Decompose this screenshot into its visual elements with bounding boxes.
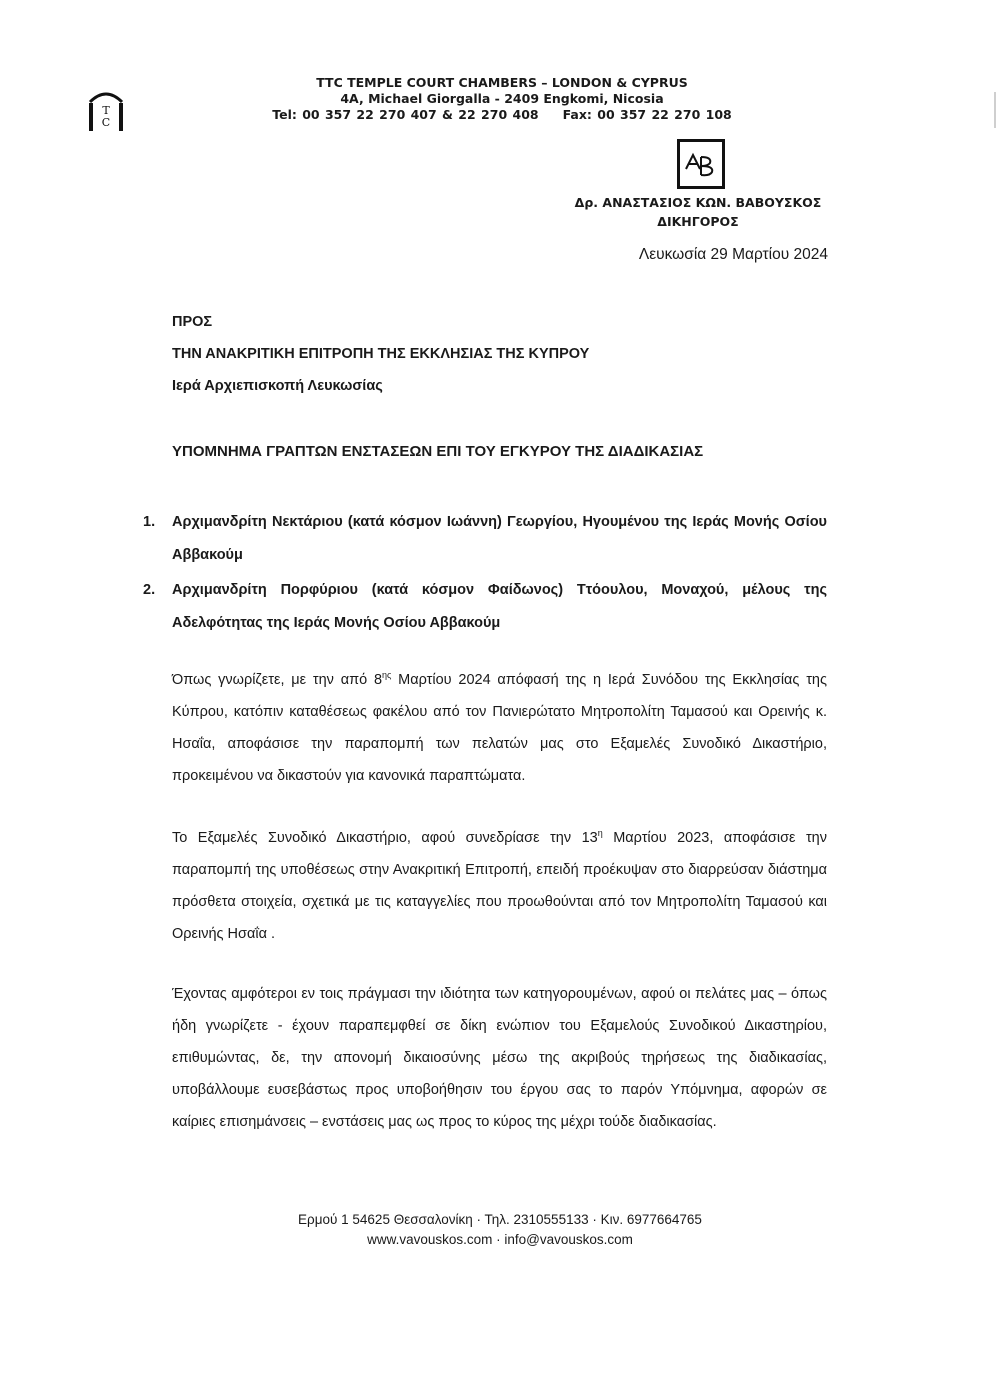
list-item-text: Αρχιμανδρίτη Νεκτάριου (κατά κόσμον Ιωάννη) Γεωργίου, Ηγουμένου της Ιεράς Μονής Οσίου Αββακούμ — [172, 514, 827, 563]
list-item-text: Αρχιμανδρίτη Πορφύριου (κατά κόσμον Φαίδωνος) Ττόουλου, Μοναχού, μέλους της Αδελφότητας της Ιεράς Μονής Οσίου Αββακούμ — [172, 582, 827, 631]
firm-fax: Fax: 00 357 22 270 108 — [562, 107, 732, 122]
subject-heading: ΥΠΟΜΝΗΜΑ ΓΡΑΠΤΩΝ ΕΝΣΤΑΣΕΩΝ ΕΠΙ ΤΟΥ ΕΓΚΥΡΟΥ ΤΗΣ ΔΙΑΔΙΚΑΣΙΑΣ — [172, 443, 704, 460]
scan-edge-mark — [994, 92, 996, 128]
firm-address: 4A, Michael Giorgalla - 2409 Engkomi, Nicosia — [340, 91, 664, 106]
ttc-logo-icon — [86, 88, 126, 132]
firm-name: TTC TEMPLE COURT CHAMBERS – LONDON & CYPRUS — [316, 75, 688, 90]
firm-contact — [240, 107, 764, 123]
ordinal-superscript: ης — [382, 670, 392, 681]
svg-text:C: C — [101, 116, 111, 129]
footer-web: www.vavouskos.com · info@vavouskos.com — [367, 1232, 633, 1247]
list-item — [143, 506, 827, 572]
letterhead — [240, 75, 764, 123]
lawyer-title: ΔΙΚΗΓΟΡΟΣ — [657, 214, 739, 229]
body-text: Το Εξαμελές Συνοδικό Δικαστήριο, αφού συνεδρίασε την 13 — [172, 830, 598, 846]
letter-date: Λευκωσία 29 Μαρτίου 2024 — [638, 246, 828, 263]
list-item-number: 2. — [143, 582, 156, 598]
body-text: Μαρτίου 2023, αποφάσισε την παραπομπή της υποθέσεως στην Ανακριτική Επιτροπή, επειδή προέκυψαν στο διαρρεύσαν διάστημα πρόσθετα στοιχεία, σχετικά με τις καταγγελίες που προωθούνται από τον Μητροπολίτη Ταμασού και Ορεινής Ησαΐα . — [172, 830, 827, 942]
firm-tel: Tel: 00 357 22 270 407 & 22 270 408 — [272, 107, 539, 122]
recipient-line2: Ιερά Αρχιεπισκοπή Λευκωσίας — [172, 378, 383, 394]
lawyer-block — [560, 193, 836, 231]
client-list — [143, 506, 827, 642]
body-paragraph-2 — [172, 822, 827, 950]
list-item-number: 1. — [143, 514, 156, 530]
footer-address: Ερμού 1 54625 Θεσσαλονίκη · Τηλ. 2310555133 · Κιν. 6977664765 — [298, 1212, 702, 1227]
body-paragraph-1 — [172, 664, 827, 792]
ordinal-superscript: η — [597, 828, 603, 839]
lawyer-name: Δρ. ΑΝΑΣΤΑΣΙΟΣ ΚΩΝ. ΒΑΒΟΥΣΚΟΣ — [574, 195, 822, 210]
body-text: Μαρτίου 2024 απόφασή της η Ιερά Συνόδου της Εκκλησίας της Κύπρου, κατόπιν καταθέσεως φακέλου από τον Πανιερώτατο Μητροπολίτη Ταμασού και Ορεινής κ. Ησαΐα, αποφάσισε την παραπομπή των πελατών μας στο Εξαμελές Συνοδικό Δικαστήριο, προκειμένου να δικαστούν για κανονικά παραπτώματα. — [172, 672, 827, 784]
ab-monogram-icon — [677, 139, 725, 189]
recipient-to: ΠΡΟΣ — [172, 314, 213, 330]
list-item — [143, 574, 827, 640]
recipient-line1: ΤΗΝ ΑΝΑΚΡΙΤΙΚΗ ΕΠΙΤΡΟΠΗ ΤΗΣ ΕΚΚΛΗΣΙΑΣ ΤΗΣ ΚΥΠΡΟΥ — [172, 346, 590, 362]
body-text: Όπως γνωρίζετε, με την από 8 — [172, 672, 383, 688]
svg-text:T: T — [102, 104, 110, 117]
page-footer — [0, 1210, 1000, 1250]
body-paragraph-3: Έχοντας αμφότεροι εν τοις πράγμασι την ιδιότητα των κατηγορουμένων, αφού οι πελάτες μας – όπως ήδη γνωρίζετε - έχουν παραπεμφθεί σε δίκη ενώπιον του Εξαμελούς Συνοδικού Δικαστηρίου, επιθυμώντας, δε, την απονομή δικαιοσύνης μέσω της ακριβούς τηρήσεως της διαδικασίας, υποβάλλουμε ευσεβάστως προς υποβοήθησιν του έργου σας το παρόν Υπόμνημα, αφορών σε καίριες επισημάνσεις – ενστάσεις μας ως προς το κύρος της μέχρι τούδε διαδικασίας. — [172, 986, 827, 1130]
